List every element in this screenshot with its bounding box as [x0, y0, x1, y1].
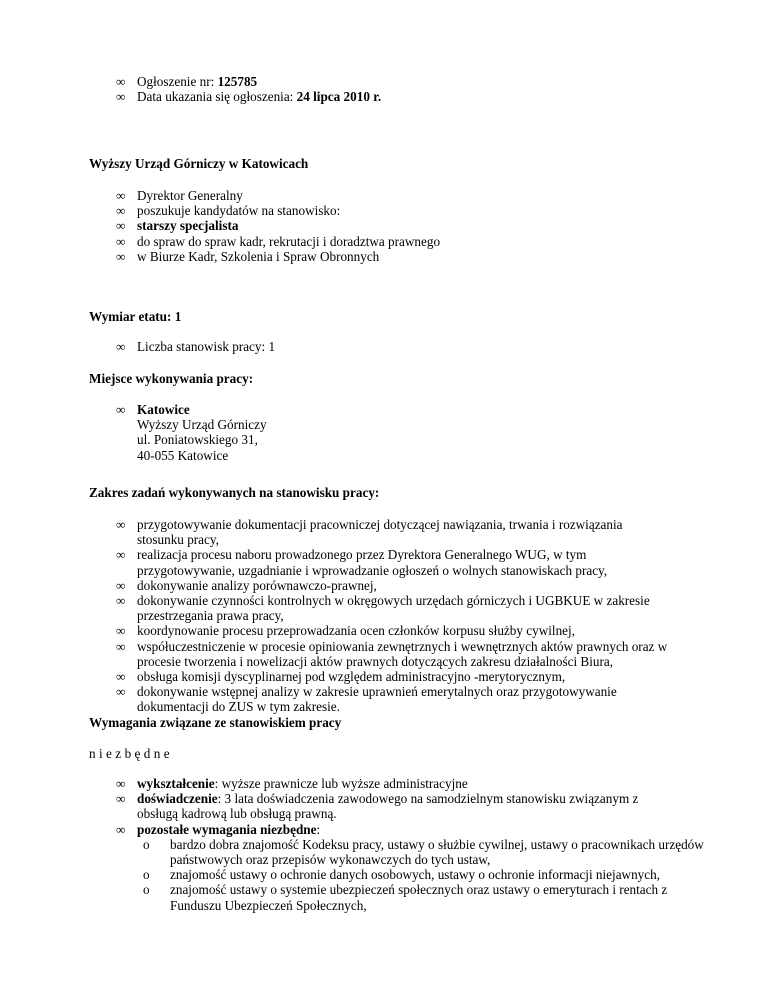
list-item: ∞ pozostałe wymagania niezbędne: o bardzo dobra znajomość Kodeksu pracy, ustawy o służbie cywilnej, ustawy o pracownikach urzędów państwowych oraz przepisów wykonawczych do tych ustaw, o znajomość ustawy o ochronie danych osobowych, ustawy o ochronie informacji niejawnych, o znajomość ustawy o systemie ubezpieczeń społecznych oraz ustawy o emeryturach i rentach z Funduszu Ubezpieczeń Społecznych, — [0, 822, 668, 913]
header-list — [0, 74, 381, 104]
list-item: ∞ koordynowanie procesu przeprowadzania ocen członków korpusu służby cywilnej, — [0, 623, 668, 638]
list-item: o znajomość ustawy o ochronie danych osobowych, ustawy o ochronie informacji niejawnych, — [137, 867, 710, 882]
tasks-list — [0, 517, 668, 715]
sub-requirements-list — [137, 836, 704, 913]
list-item: o znajomość ustawy o systemie ubezpieczeń społecznych oraz ustawy o emeryturach i rentach z Funduszu Ubezpieczeń Społecznych, — [137, 882, 710, 912]
list-item: ∞ wykształcenie: wyższe prawnicze lub wyższe administracyjne — [0, 776, 668, 791]
position-title: starszy specjalista — [137, 218, 239, 234]
tasks-heading: Zakres zadań wykonywanych na stanowisku pracy: — [89, 485, 380, 500]
list-item — [0, 218, 440, 233]
list-item: ∞ w Biurze Kadr, Szkolenia i Spraw Obronnych — [0, 249, 440, 264]
city: Katowice — [137, 402, 190, 417]
list-item: ∞ Data ukazania się ogłoszenia: 24 lipca 2010 r. — [0, 89, 381, 104]
list-item: ∞ przygotowywanie dokumentacji pracowniczej dotyczącej nawiązania, trwania i rozwiązania stosunku pracy, — [0, 517, 668, 547]
etat-list — [0, 339, 275, 354]
list-item: ∞ dokonywanie wstępnej analizy w zakresie uprawnień emerytalnych oraz przygotowywanie dokumentacji do ZUS w tym zakresie. — [0, 684, 668, 714]
announcement-date: 24 lipca 2010 r. — [296, 89, 382, 105]
place-list — [0, 402, 267, 463]
list-item: ∞ dokonywanie analizy porównawczo-prawnej, — [0, 578, 668, 593]
etat-heading: Wymiar etatu: 1 — [89, 309, 182, 324]
place-heading: Miejsce wykonywania pracy: — [89, 371, 254, 386]
list-item: ∞ współuczestniczenie w procesie opiniowania zewnętrznych i wewnętrznych aktów prawnych oraz w procesie tworzenia i nowelizacji aktów prawnych dotyczących zakresu działalności Biura, — [0, 639, 668, 669]
announcement-number: 125785 — [217, 74, 258, 89]
list-item: ∞ doświadczenie: 3 lata doświadczenia zawodowego na samodzielnym stanowisku związanym z obsługą kadrową lub obsługą prawną. — [0, 791, 668, 821]
list-item: ∞ Liczba stanowisk pracy: 1 — [0, 339, 275, 354]
requirements-heading: Wymagania związane ze stanowiskiem pracy — [89, 715, 342, 730]
list-item: ∞ dokonywanie czynności kontrolnych w okręgowych urzędach górniczych i UGBKUE w zakresie przestrzegania prawa pracy, — [0, 593, 668, 623]
list-item: ∞ realizacja procesu naboru prowadzonego przez Dyrektora Generalnego WUG, w tym przygotowywanie, uzgadnianie i wprowadzanie ogłoszeń o wolnych stanowiskach pracy, — [0, 547, 668, 577]
list-item: ∞ do spraw do spraw kadr, rekrutacji i doradztwa prawnego — [0, 234, 440, 249]
list-item: o bardzo dobra znajomość Kodeksu pracy, ustawy o służbie cywilnej, ustawy o pracownikach urzędów państwowych oraz przepisów wykonawczych do tych ustaw, — [137, 837, 710, 867]
office-list — [0, 188, 440, 264]
list-item: ∞ obsługa komisji dyscyplinarnej pod względem administracyjno -merytorycznym, — [0, 669, 668, 684]
required-label: niezbędne — [89, 746, 174, 761]
list-item: ∞ Katowice Wyższy Urząd Górniczy ul. Poniatowskiego 31, 40-055 Katowice — [0, 402, 267, 463]
list-item: ∞ Dyrektor Generalny — [0, 188, 440, 203]
list-item: ∞ poszukuje kandydatów na stanowisko: — [0, 203, 440, 218]
requirements-list — [0, 776, 704, 913]
office-heading: Wyższy Urząd Górniczy w Katowicach — [89, 156, 309, 171]
list-item: ∞ Ogłoszenie nr: 125785 — [0, 74, 381, 89]
